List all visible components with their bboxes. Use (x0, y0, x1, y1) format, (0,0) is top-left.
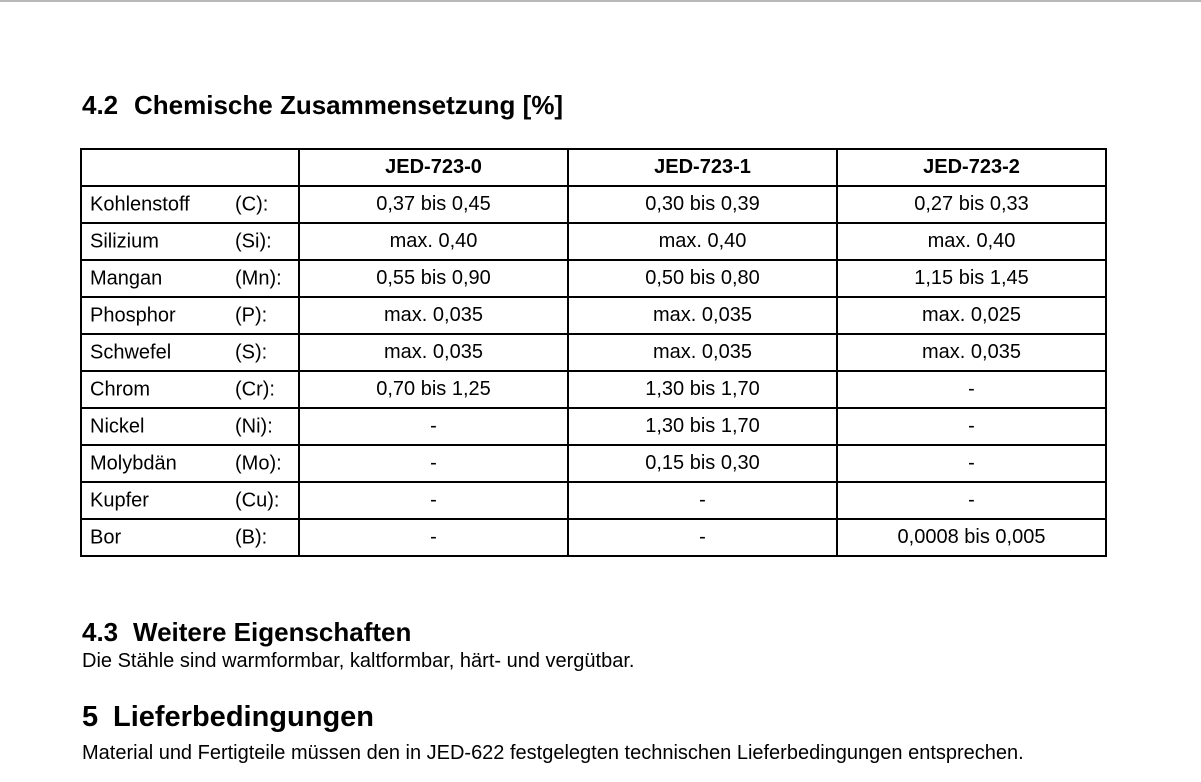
chemical-composition-table (80, 148, 1107, 557)
value-cell: - (568, 482, 837, 519)
element-name: Kupfer (90, 489, 149, 511)
value-cell: 1,15 bis 1,45 (837, 260, 1106, 297)
element-symbol: (C): (235, 193, 269, 215)
section-heading-5 (82, 701, 374, 734)
header-empty-cell (81, 149, 299, 186)
value-cell: - (568, 519, 837, 556)
value-cell: - (837, 445, 1106, 482)
element-cell (81, 186, 299, 223)
element-symbol: (Mn): (235, 267, 282, 289)
element-cell (81, 519, 299, 556)
element-symbol: (Mo): (235, 452, 282, 474)
element-name: Mangan (90, 267, 163, 289)
value-cell: max. 0,035 (837, 334, 1106, 371)
table-row (81, 519, 1106, 556)
section-title: Lieferbedingungen (113, 701, 374, 733)
table-row (81, 482, 1106, 519)
value-cell: 0,50 bis 0,80 (568, 260, 837, 297)
table-row (81, 334, 1106, 371)
table-row (81, 186, 1106, 223)
element-name: Nickel (90, 415, 145, 437)
value-cell: - (299, 519, 568, 556)
value-cell: max. 0,40 (299, 223, 568, 260)
table-row (81, 223, 1106, 260)
element-cell (81, 482, 299, 519)
value-cell: max. 0,035 (568, 297, 837, 334)
value-cell: max. 0,40 (568, 223, 837, 260)
value-cell: 1,30 bis 1,70 (568, 371, 837, 408)
value-cell: 0,30 bis 0,39 (568, 186, 837, 223)
section-4-3-paragraph: Die Stähle sind warmformbar, kaltformbar, härt- und vergütbar. (82, 650, 635, 672)
element-cell (81, 408, 299, 445)
element-symbol: (Si): (235, 230, 272, 252)
element-symbol: (B): (235, 526, 268, 548)
table-row (81, 260, 1106, 297)
section-number: 4.3 (82, 617, 119, 647)
value-cell: - (299, 408, 568, 445)
column-header: JED-723-1 (568, 149, 837, 186)
value-cell: max. 0,035 (299, 297, 568, 334)
table-row (81, 371, 1106, 408)
value-cell: 0,37 bis 0,45 (299, 186, 568, 223)
section-heading-4-2 (82, 90, 563, 121)
value-cell: max. 0,035 (568, 334, 837, 371)
value-cell: 1,30 bis 1,70 (568, 408, 837, 445)
table-row (81, 408, 1106, 445)
table-header-row (81, 149, 1106, 186)
section-heading-4-3 (82, 617, 411, 648)
element-name: Kohlenstoff (90, 193, 190, 215)
section-number: 4.2 (82, 90, 119, 120)
element-symbol: (S): (235, 341, 268, 363)
value-cell: - (837, 371, 1106, 408)
element-name: Phosphor (90, 304, 176, 326)
element-symbol: (P): (235, 304, 268, 326)
section-title: Weitere Eigenschaften (133, 617, 412, 647)
value-cell: 0,27 bis 0,33 (837, 186, 1106, 223)
element-cell (81, 260, 299, 297)
section-number: 5 (82, 701, 99, 733)
element-name: Chrom (90, 378, 151, 400)
page-top-border (0, 0, 1201, 2)
element-symbol: (Cr): (235, 378, 275, 400)
element-symbol: (Ni): (235, 415, 273, 437)
value-cell: max. 0,40 (837, 223, 1106, 260)
element-cell (81, 445, 299, 482)
value-cell: max. 0,035 (299, 334, 568, 371)
column-header: JED-723-0 (299, 149, 568, 186)
value-cell: - (837, 408, 1106, 445)
element-name: Silizium (90, 230, 159, 252)
value-cell: 0,70 bis 1,25 (299, 371, 568, 408)
value-cell: 0,15 bis 0,30 (568, 445, 837, 482)
element-cell (81, 371, 299, 408)
element-name: Bor (90, 526, 122, 548)
table-row (81, 445, 1106, 482)
section-5-paragraph: Material und Fertigteile müssen den in JED-622 festgelegten technischen Lieferbedingungen entsprechen. (82, 742, 1024, 764)
element-cell (81, 297, 299, 334)
value-cell: 0,55 bis 0,90 (299, 260, 568, 297)
value-cell: max. 0,025 (837, 297, 1106, 334)
value-cell: - (299, 445, 568, 482)
element-symbol: (Cu): (235, 489, 280, 511)
value-cell: - (837, 482, 1106, 519)
table-row (81, 297, 1106, 334)
column-header: JED-723-2 (837, 149, 1106, 186)
element-name: Molybdän (90, 452, 177, 474)
element-name: Schwefel (90, 341, 172, 363)
value-cell: 0,0008 bis 0,005 (837, 519, 1106, 556)
section-title: Chemische Zusammensetzung [%] (134, 90, 564, 120)
element-cell (81, 334, 299, 371)
value-cell: - (299, 482, 568, 519)
element-cell (81, 223, 299, 260)
